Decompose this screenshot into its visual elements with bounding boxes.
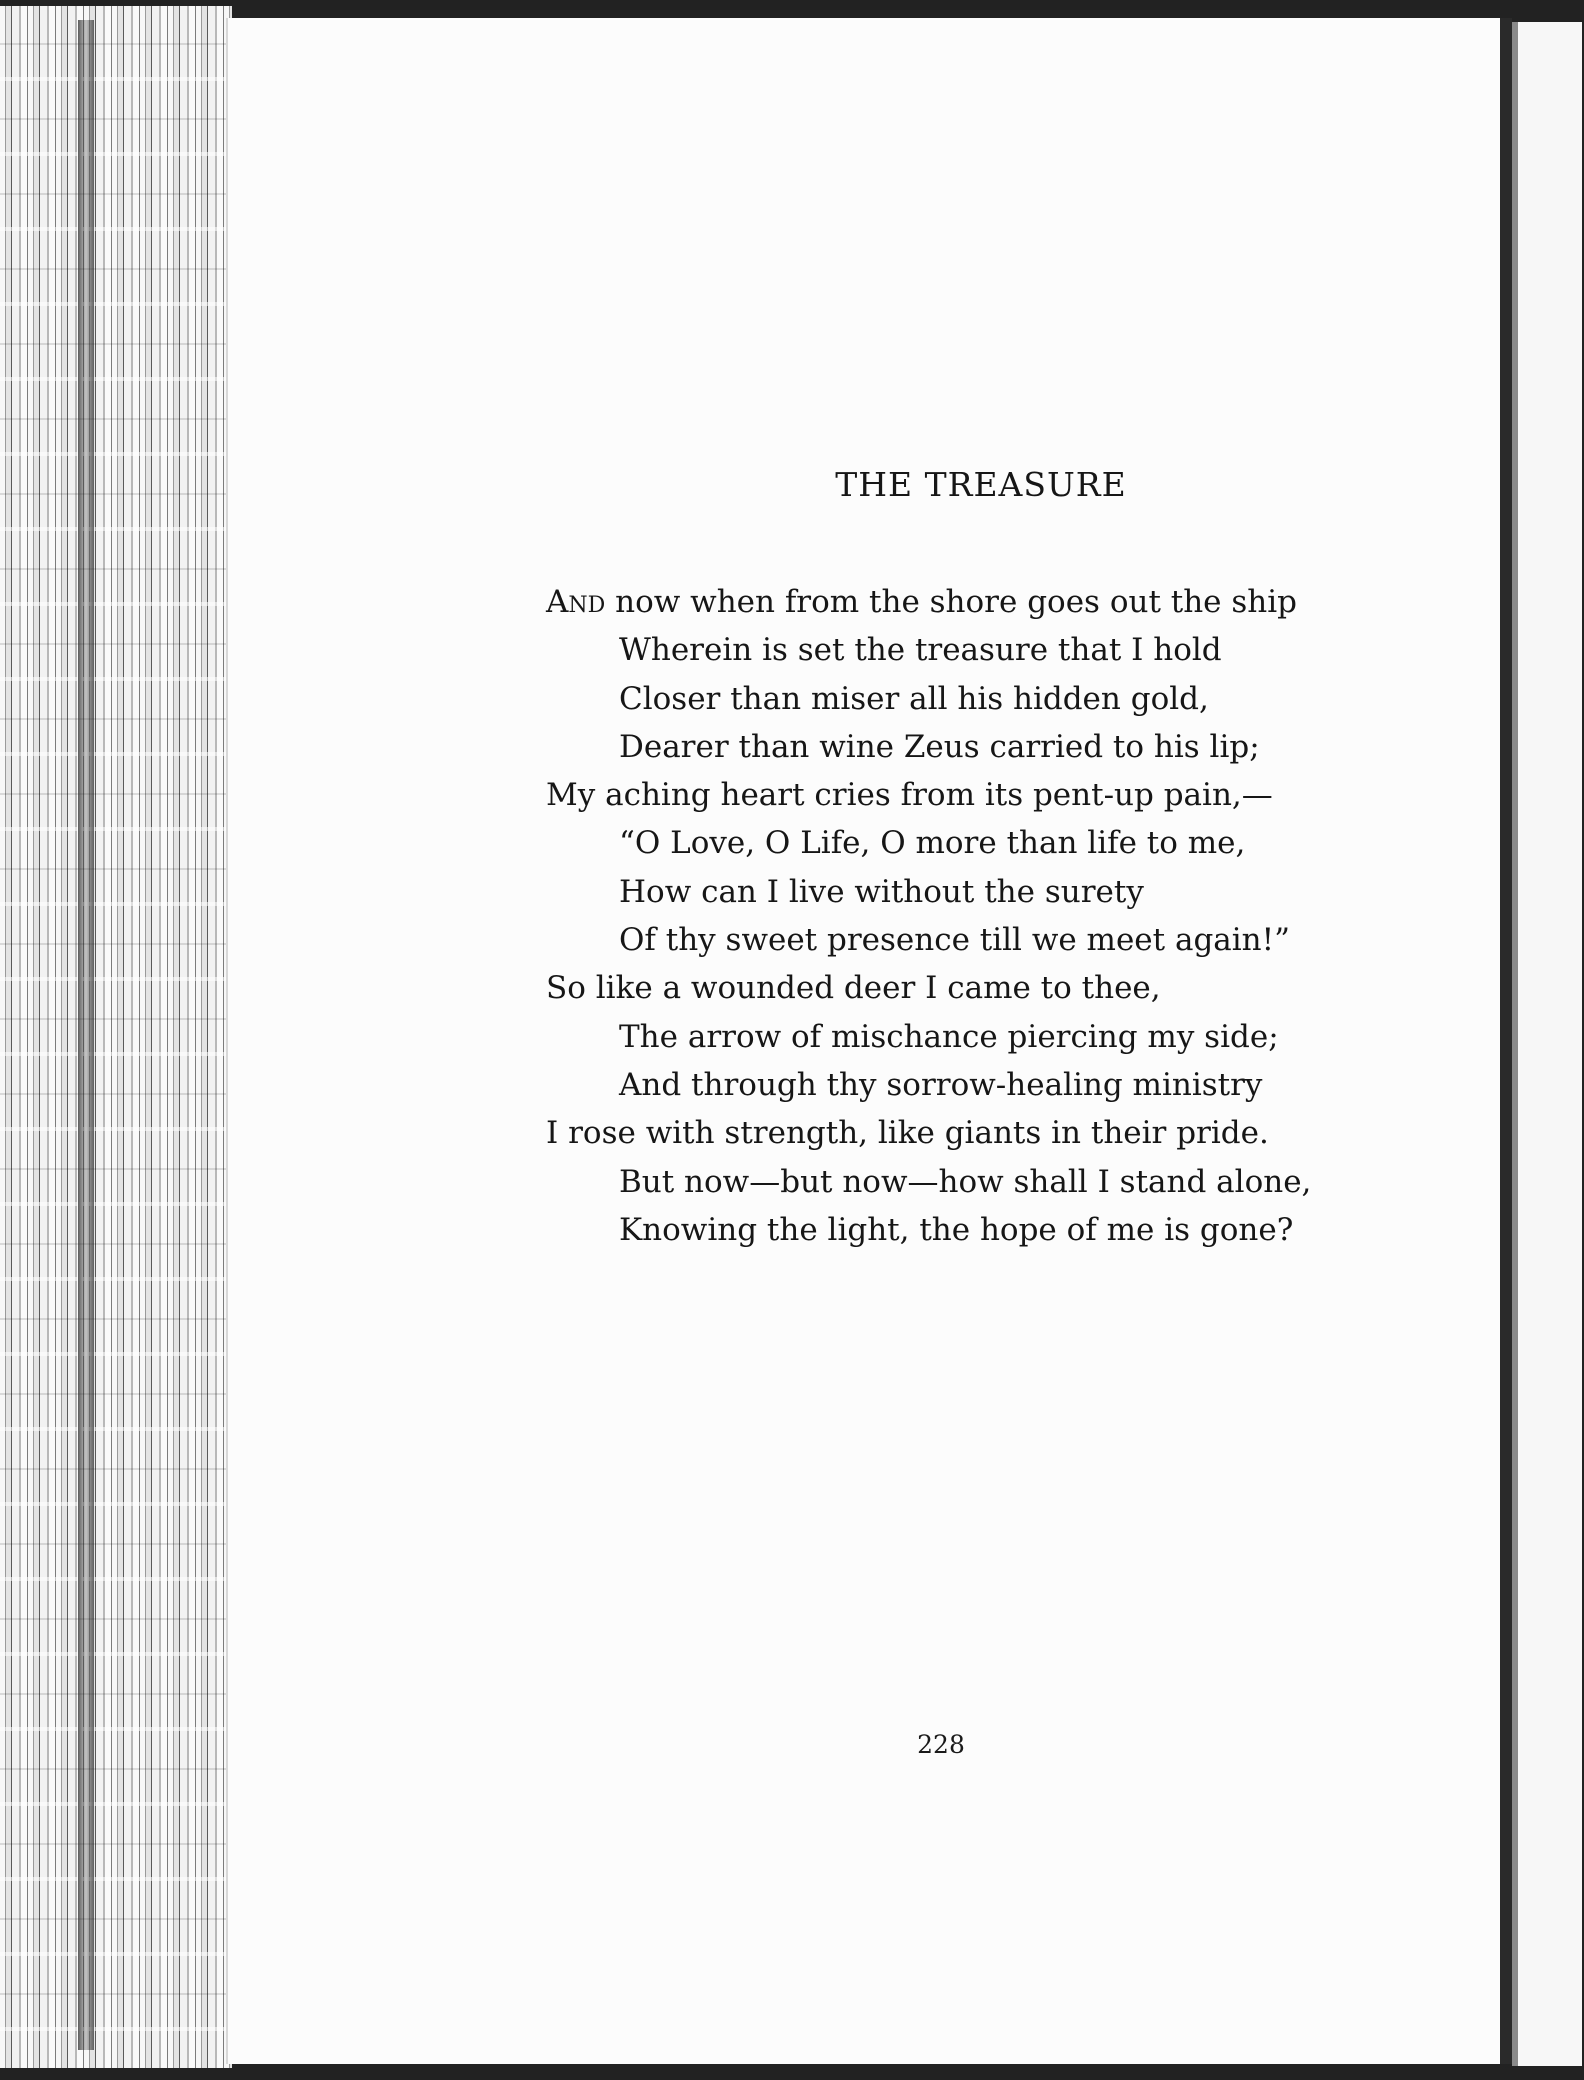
poem-line: Dearer than wine Zeus carried to his lip; xyxy=(619,728,1260,765)
poem-line xyxy=(546,578,1311,626)
poem-line: Wherein is set the treasure that I hold xyxy=(619,632,1222,669)
poem-title: THE TREASURE xyxy=(835,465,1127,504)
book-page-edges xyxy=(0,6,232,2068)
poem-line: My aching heart cries from its pent-up pain,— xyxy=(546,777,1273,814)
poem-line: Knowing the light, the hope of me is gone? xyxy=(619,1211,1294,1248)
poem-line: Closer than miser all his hidden gold, xyxy=(619,680,1209,717)
poem-line: But now—but now—how shall I stand alone, xyxy=(619,1163,1312,1200)
page-text-area xyxy=(228,18,1508,2064)
poem-line: So like a wounded deer I came to thee, xyxy=(546,970,1161,1007)
poem-line: How can I live without the surety xyxy=(619,873,1144,910)
book-page xyxy=(226,18,1508,2064)
poem-body xyxy=(546,578,1311,1254)
page-number: 228 xyxy=(917,1730,965,1759)
page-edge-shadow xyxy=(78,20,94,2050)
poem-line: And through thy sorrow-healing ministry xyxy=(619,1066,1263,1103)
poem-line: I rose with strength, like giants in their pride. xyxy=(546,1115,1269,1152)
poem-line-text: now when from the shore goes out the ship xyxy=(605,584,1298,620)
poem-line: “O Love, O Life, O more than life to me, xyxy=(619,825,1246,862)
poem-line: The arrow of mischance piercing my side; xyxy=(619,1018,1279,1055)
poem-opening-word: And xyxy=(546,584,606,620)
gutter-shadow xyxy=(1500,18,1512,2064)
poem-line: Of thy sweet presence till we meet again!” xyxy=(619,922,1290,959)
facing-page-edge xyxy=(1512,22,1582,2066)
